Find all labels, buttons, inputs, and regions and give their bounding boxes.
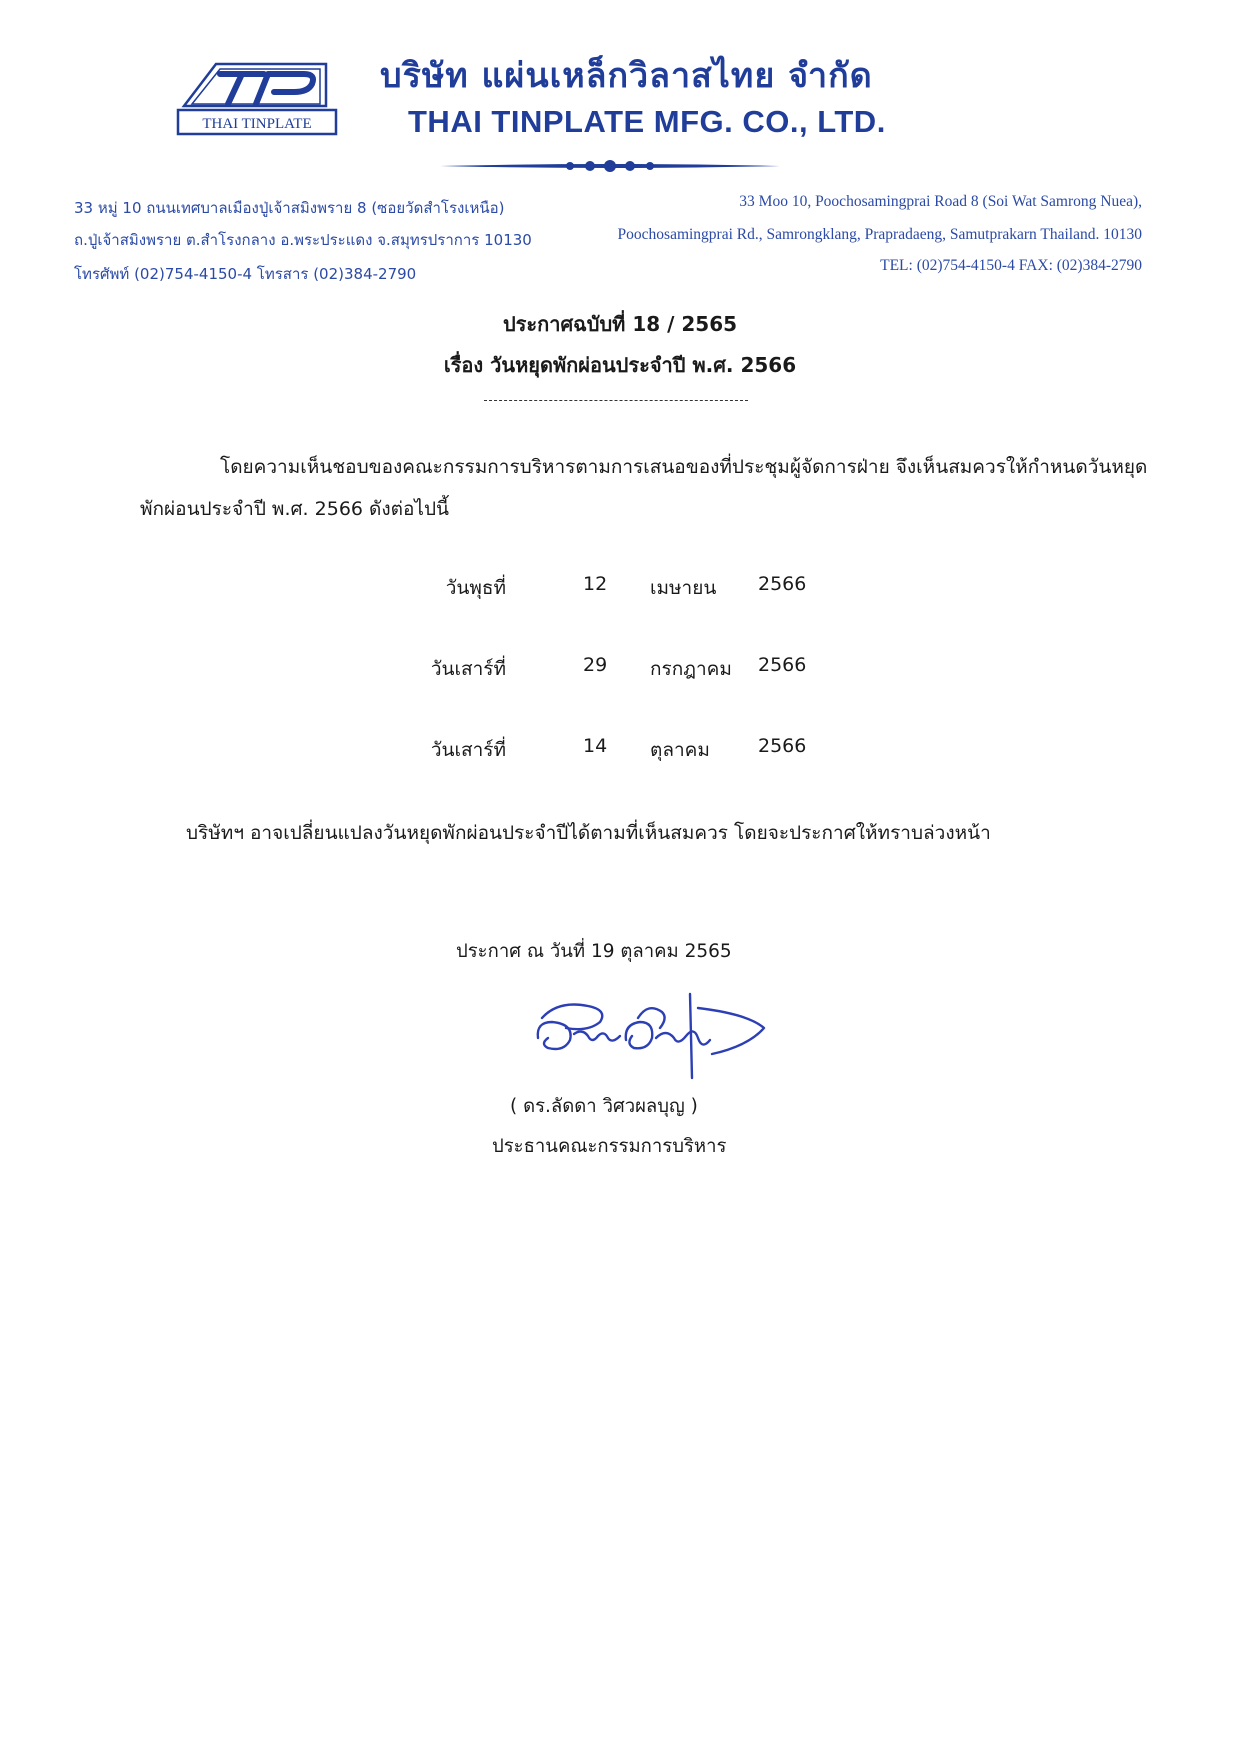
change-notice: บริษัทฯ อาจเปลี่ยนแปลงวันหยุดพักผ่อนประจำปีได้ตามที่เห็นสมควร โดยจะประกาศให้ทราบล่วงหน้า — [186, 822, 991, 844]
title-rule — [484, 400, 748, 401]
holiday-year: 2566 — [758, 735, 807, 757]
address-english-line-2: Poochosamingprai Rd., Samrongklang, Prapradaeng, Samutprakarn Thailand. 10130 — [617, 226, 1142, 243]
company-name-english: THAI TINPLATE MFG. CO., LTD. — [408, 104, 886, 139]
holiday-day: 12 — [583, 573, 608, 595]
holiday-month: กรกฎาคม — [650, 658, 732, 680]
holiday-month: เมษายน — [650, 577, 717, 599]
holiday-day: 14 — [583, 735, 608, 757]
holiday-weekday: วันพุธที่ — [445, 577, 506, 599]
address-english-phone: TEL: (02)754-4150-4 FAX: (02)384-2790 — [880, 257, 1142, 274]
holiday-weekday: วันเสาร์ที่ — [430, 739, 506, 761]
intro-paragraph-line-1: โดยความเห็นชอบของคณะกรรมการบริหารตามการเสนอของที่ประชุมผู้จัดการฝ่าย จึงเห็นสมควรให้กำหนดวันหยุด — [220, 456, 1148, 478]
address-thai-line-1: 33 หมู่ 10 ถนนเทศบาลเมืองปู่เจ้าสมิงพราย 8 (ซอยวัดสำโรงเหนือ) — [74, 199, 505, 217]
logo-text: THAI TINPLATE — [202, 116, 312, 132]
holiday-month: ตุลาคม — [650, 739, 710, 761]
company-logo — [176, 58, 338, 138]
signer-title: ประธานคณะกรรมการบริหาร — [492, 1136, 727, 1157]
address-thai-line-2: ถ.ปู่เจ้าสมิงพราย ต.สำโรงกลาง อ.พระประแดง จ.สมุทรปราการ 10130 — [74, 231, 532, 249]
holiday-day: 29 — [583, 654, 608, 676]
holiday-weekday: วันเสาร์ที่ — [430, 658, 506, 680]
intro-paragraph-line-2: พักผ่อนประจำปี พ.ศ. 2566 ดังต่อไปนี้ — [140, 498, 450, 520]
announcement-subject: เรื่อง วันหยุดพักผ่อนประจำปี พ.ศ. 2566 — [443, 353, 797, 377]
signature — [528, 988, 778, 1092]
address-thai-phone: โทรศัพท์ (02)754-4150-4 โทรสาร (02)384-2790 — [74, 265, 417, 283]
company-name-thai: บริษัท แผ่นเหล็กวิลาสไทย จำกัด — [380, 56, 873, 96]
holiday-year: 2566 — [758, 573, 807, 595]
letterhead-divider — [440, 159, 780, 173]
holiday-year: 2566 — [758, 654, 807, 676]
announcement-number: ประกาศฉบับที่ 18 / 2565 — [502, 312, 738, 336]
address-english-line-1: 33 Moo 10, Poochosamingprai Road 8 (Soi Wat Samrong Nuea), — [739, 193, 1142, 210]
signer-name: ( ดร.ลัดดา วิศวผลบุญ ) — [510, 1096, 698, 1117]
issue-date: ประกาศ ณ วันที่ 19 ตุลาคม 2565 — [456, 941, 732, 962]
